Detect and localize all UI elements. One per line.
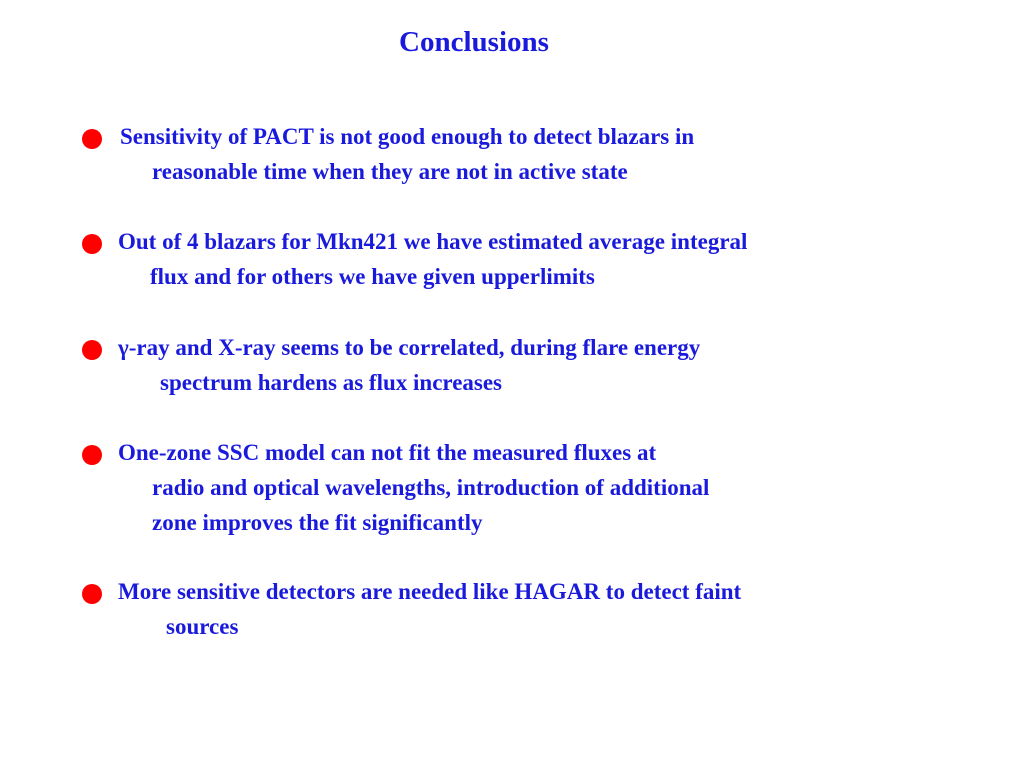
bullet-line: γ-ray and X-ray seems to be correlated, during flare energy (118, 335, 701, 360)
bullet-line: flux and for others we have given upperlimits (150, 264, 595, 289)
bullet-line: radio and optical wavelengths, introduction of additional (152, 475, 710, 500)
slide-title: Conclusions (399, 26, 549, 58)
bullet-line: Sensitivity of PACT is not good enough to detect blazars in (120, 124, 695, 149)
bullet-dot-icon (82, 584, 102, 604)
bullet-line: Out of 4 blazars for Mkn421 we have estimated average integral (118, 229, 748, 254)
bullet-line: spectrum hardens as flux increases (160, 370, 503, 395)
bullet-line: reasonable time when they are not in active state (152, 159, 628, 184)
bullet-line: sources (166, 614, 239, 639)
bullet-dot-icon (82, 340, 102, 360)
bullet-line: zone improves the fit significantly (152, 510, 483, 535)
bullet-dot-icon (82, 129, 102, 149)
bullet-line: More sensitive detectors are needed like HAGAR to detect faint (118, 579, 742, 604)
bullet-dot-icon (82, 234, 102, 254)
bullet-dot-icon (82, 445, 102, 465)
bullet-line: One-zone SSC model can not fit the measured fluxes at (118, 440, 657, 465)
